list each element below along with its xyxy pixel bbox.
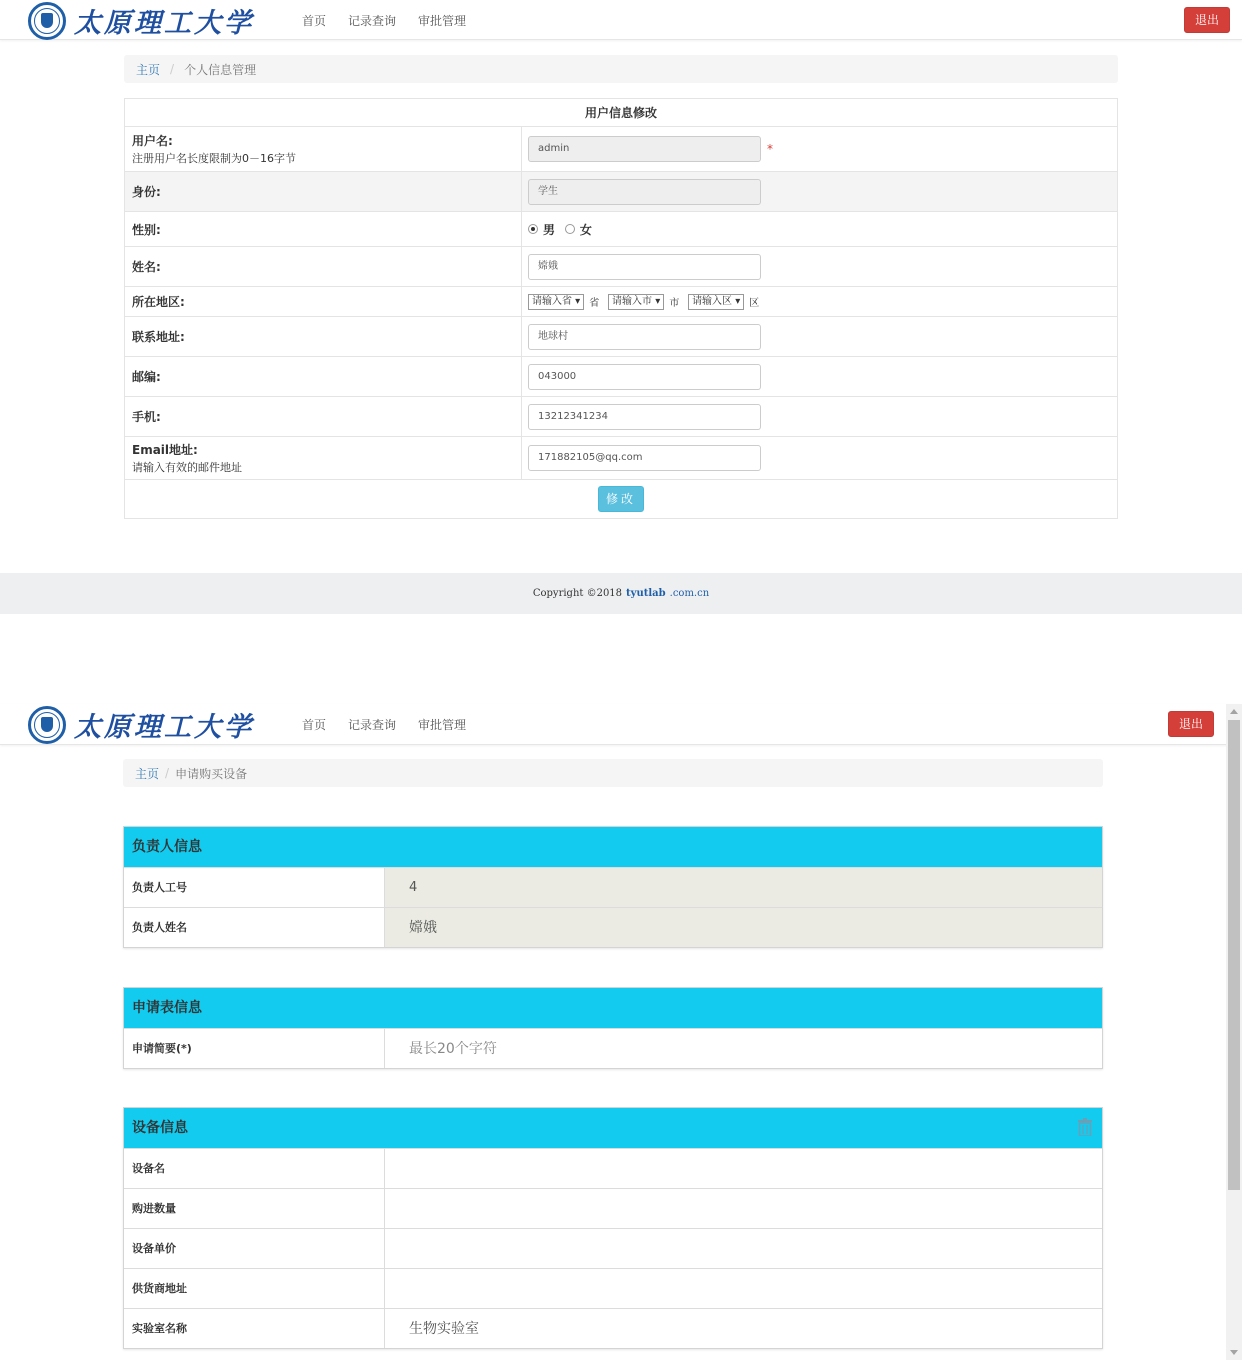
gender-female-label: 女 bbox=[579, 222, 592, 237]
submit-button[interactable]: 修改 bbox=[598, 486, 644, 512]
nav-home[interactable]: 首页 bbox=[302, 14, 327, 28]
address-field[interactable]: 地球村 bbox=[528, 324, 761, 350]
person-id-field[interactable]: 4 bbox=[385, 868, 1102, 907]
table-row bbox=[124, 1028, 1102, 1068]
lab-name-label: 实验室名称 bbox=[124, 1309, 385, 1348]
gender-label: 性别: bbox=[125, 212, 522, 247]
gender-male-radio[interactable] bbox=[528, 224, 538, 234]
apply-info-section bbox=[123, 987, 1103, 1069]
footer bbox=[0, 573, 1242, 614]
address-label: 联系地址: bbox=[125, 317, 522, 357]
footer-brand[interactable]: tyutlab bbox=[626, 588, 666, 599]
unit-price-label: 设备单价 bbox=[124, 1229, 385, 1268]
bottom-navbar bbox=[0, 704, 1242, 745]
username-hint: 注册用户名长度限制为0－16字节 bbox=[132, 152, 296, 165]
apply-summary-label: 申请简要(*) bbox=[124, 1029, 385, 1068]
top-navbar bbox=[0, 0, 1242, 40]
unit-price-input[interactable] bbox=[385, 1229, 1102, 1268]
table-row bbox=[124, 1188, 1102, 1228]
logout-button[interactable]: 退出 bbox=[1168, 711, 1214, 737]
breadcrumb-separator: / bbox=[165, 766, 170, 780]
breadcrumb-current: 个人信息管理 bbox=[184, 62, 257, 77]
table-row bbox=[124, 907, 1102, 947]
breadcrumb-current: 申请购买设备 bbox=[175, 766, 248, 781]
gender-female-radio[interactable] bbox=[565, 224, 575, 234]
breadcrumb bbox=[123, 759, 1103, 787]
university-emblem-icon bbox=[28, 2, 66, 40]
supplier-address-label: 供货商地址 bbox=[124, 1269, 385, 1308]
quantity-label: 购进数量 bbox=[124, 1189, 385, 1228]
district-select[interactable]: 请输入区 ▾ bbox=[688, 294, 744, 310]
identity-field[interactable]: 学生 bbox=[528, 179, 761, 205]
table-row bbox=[124, 1228, 1102, 1268]
scroll-up-arrow-icon[interactable] bbox=[1230, 709, 1238, 714]
table-row bbox=[124, 1148, 1102, 1188]
device-name-input[interactable] bbox=[385, 1149, 1102, 1188]
table-row bbox=[124, 867, 1102, 907]
form-title: 用户信息修改 bbox=[125, 99, 1118, 127]
identity-label: 身份: bbox=[125, 172, 522, 212]
device-info-header bbox=[124, 1108, 1102, 1148]
username-label: 用户名: 注册用户名长度限制为0－16字节 bbox=[125, 127, 522, 172]
city-select[interactable]: 请输入市 ▾ bbox=[608, 294, 664, 310]
table-row bbox=[124, 1268, 1102, 1308]
email-label: Email地址: 请输入有效的邮件地址 bbox=[125, 437, 522, 480]
email-hint: 请输入有效的邮件地址 bbox=[132, 461, 242, 474]
supplier-address-input[interactable] bbox=[385, 1269, 1102, 1308]
zipcode-label: 邮编: bbox=[125, 357, 522, 397]
scroll-down-arrow-icon[interactable] bbox=[1230, 1350, 1238, 1355]
user-info-form: 用户信息修改 用户名: 注册用户名长度限制为0－16字节 admin * 身份: 学生 性别: 男 女 姓名: 嫦娥 所在地区: 请输入省 ▾ 省 请输入市 ▾ 市 请输入区 ▾ 区 联系地址: 地球村 邮编: 043000 手机: 13212341234 Email地址: 请输入有效的邮件地址 171882105@qq.com 修改 bbox=[124, 98, 1118, 519]
device-name-label: 设备名 bbox=[124, 1149, 385, 1188]
logo-text: 太原理工大学 bbox=[74, 712, 254, 743]
nav-links bbox=[302, 12, 466, 29]
university-logo[interactable] bbox=[28, 1, 254, 40]
page-scrollbar[interactable] bbox=[1226, 704, 1242, 1360]
nav-records[interactable]: 记录查询 bbox=[348, 14, 397, 28]
province-select[interactable]: 请输入省 ▾ bbox=[528, 294, 584, 310]
nav-records[interactable]: 记录查询 bbox=[348, 718, 397, 732]
university-logo[interactable] bbox=[28, 705, 254, 744]
region-label: 所在地区: bbox=[125, 287, 522, 317]
email-field[interactable]: 171882105@qq.com bbox=[528, 445, 761, 471]
apply-summary-input[interactable]: 最长20个字符 bbox=[409, 1041, 497, 1057]
table-row bbox=[124, 1308, 1102, 1348]
breadcrumb-home-link[interactable]: 主页 bbox=[135, 766, 160, 781]
breadcrumb-home-link[interactable]: 主页 bbox=[136, 62, 161, 77]
person-name-field[interactable]: 嫦娥 bbox=[385, 908, 1102, 947]
device-info-title: 设备信息 bbox=[132, 1120, 188, 1136]
footer-domain: .com.cn bbox=[669, 588, 710, 599]
name-field[interactable]: 嫦娥 bbox=[528, 254, 761, 280]
breadcrumb bbox=[124, 55, 1118, 83]
footer-copyright: Copyright ©2018 bbox=[532, 588, 623, 599]
person-info-header: 负责人信息 bbox=[124, 827, 1102, 867]
person-name-label: 负责人姓名 bbox=[124, 908, 385, 947]
nav-home[interactable]: 首页 bbox=[302, 718, 327, 732]
lab-name-select[interactable]: 生物实验室 bbox=[409, 1321, 479, 1337]
trash-icon[interactable] bbox=[1078, 1118, 1092, 1136]
phone-label: 手机: bbox=[125, 397, 522, 437]
scroll-thumb[interactable] bbox=[1228, 720, 1240, 1190]
device-info-section bbox=[123, 1107, 1103, 1349]
nav-approval[interactable]: 审批管理 bbox=[418, 14, 467, 28]
gender-male-label: 男 bbox=[543, 222, 556, 237]
breadcrumb-separator: / bbox=[170, 62, 175, 76]
username-field[interactable]: admin bbox=[528, 136, 761, 162]
nav-links bbox=[302, 716, 466, 733]
university-emblem-icon bbox=[28, 706, 66, 744]
quantity-input[interactable] bbox=[385, 1189, 1102, 1228]
person-id-label: 负责人工号 bbox=[124, 868, 385, 907]
zipcode-field[interactable]: 043000 bbox=[528, 364, 761, 390]
logout-button[interactable]: 退出 bbox=[1184, 7, 1230, 33]
nav-approval[interactable]: 审批管理 bbox=[418, 718, 467, 732]
logo-text: 太原理工大学 bbox=[74, 8, 254, 39]
required-marker: * bbox=[767, 142, 773, 156]
name-label: 姓名: bbox=[125, 247, 522, 287]
person-info-section bbox=[123, 826, 1103, 948]
apply-info-header: 申请表信息 bbox=[124, 988, 1102, 1028]
phone-field[interactable]: 13212341234 bbox=[528, 404, 761, 430]
